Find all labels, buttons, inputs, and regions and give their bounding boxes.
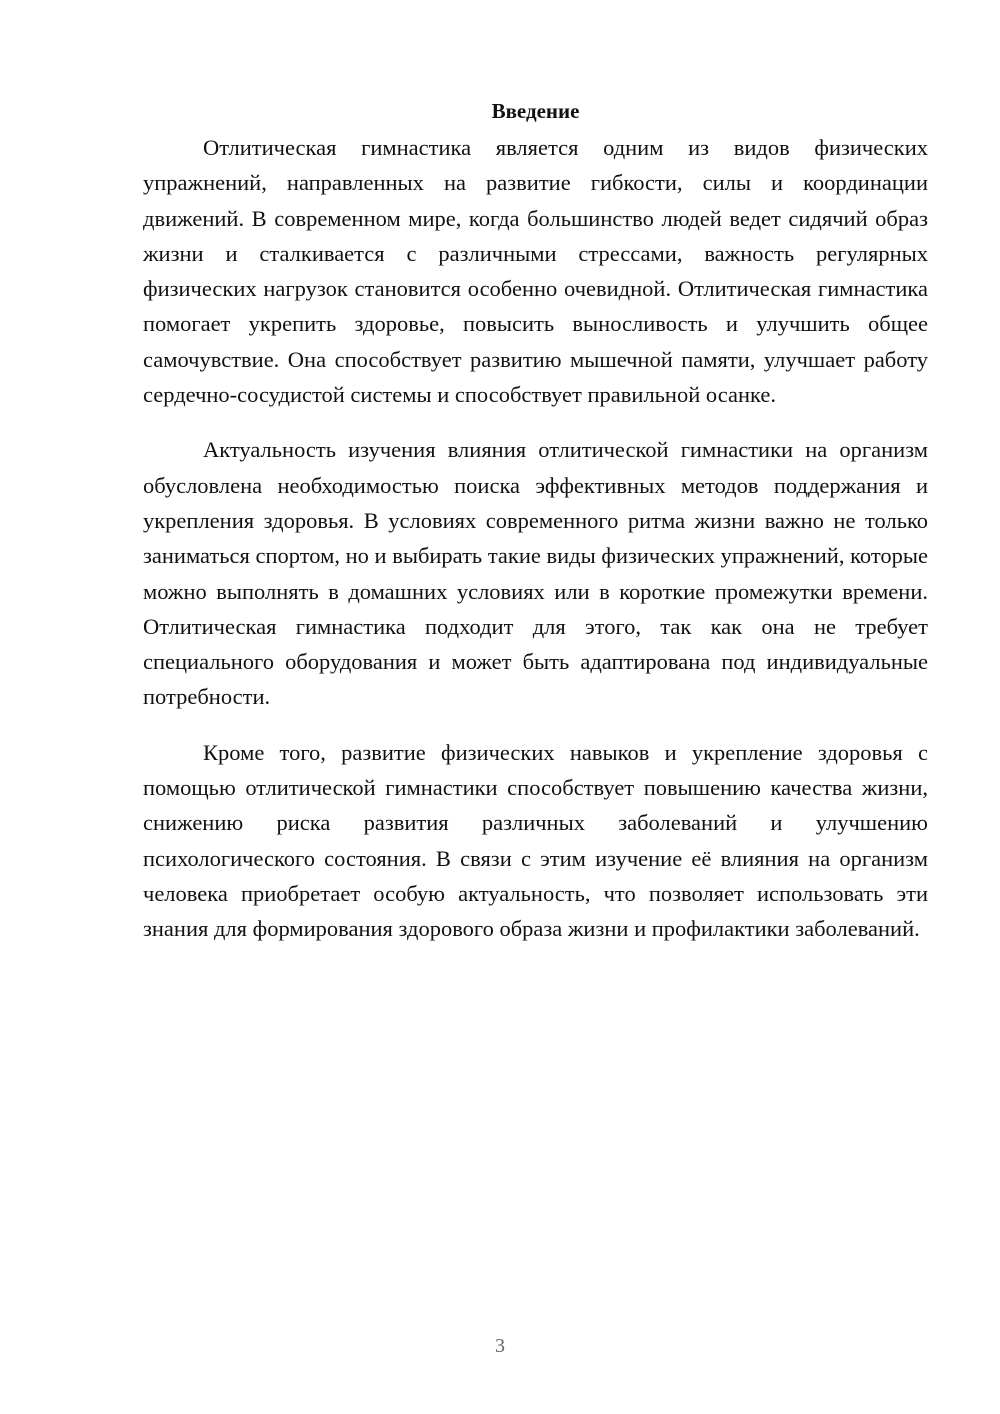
page-number: 3 xyxy=(495,1335,505,1357)
section-heading: Введение xyxy=(491,99,580,123)
page-content xyxy=(143,96,928,967)
paragraph-2: Актуальность изучения влияния отлитической гимнастики на организм обусловлена необходимостью поиска эффективных методов поддержания и укрепления здоровья. В условиях современного ритма жизни важно не только заниматься спортом, но и выбирать такие виды физических упражнений, которые можно выполнять в домашних условиях или в короткие промежутки времени. Отлитическая гимнастика подходит для этого, так как она не требует специального оборудования и может быть адаптирована под индивидуальные потребности. xyxy=(143,437,928,710)
paragraph-3: Кроме того, развитие физических навыков и укрепление здоровья с помощью отлитической гимнастики способствует повышению качества жизни, снижению риска развития различных заболеваний и улучшению психологического состояния. В связи с этим изучение её влияния на организм человека приобретает особую актуальность, что позволяет использовать эти знания для формирования здорового образа жизни и профилактики заболеваний. xyxy=(143,739,928,942)
paragraph-1: Отлитическая гимнастика является одним из видов физических упражнений, направленных на развитие гибкости, силы и координации движений. В современном мире, когда большинство людей ведет сидячий образ жизни и сталкивается с различными стрессами, важность регулярных физических нагрузок становится особенно очевидной. Отлитическая гимнастика помогает укрепить здоровье, повысить выносливость и улучшить общее самочувствие. Она способствует развитию мышечной памяти, улучшает работу сердечно-сосудистой системы и способствует правильной осанке. xyxy=(143,135,928,408)
